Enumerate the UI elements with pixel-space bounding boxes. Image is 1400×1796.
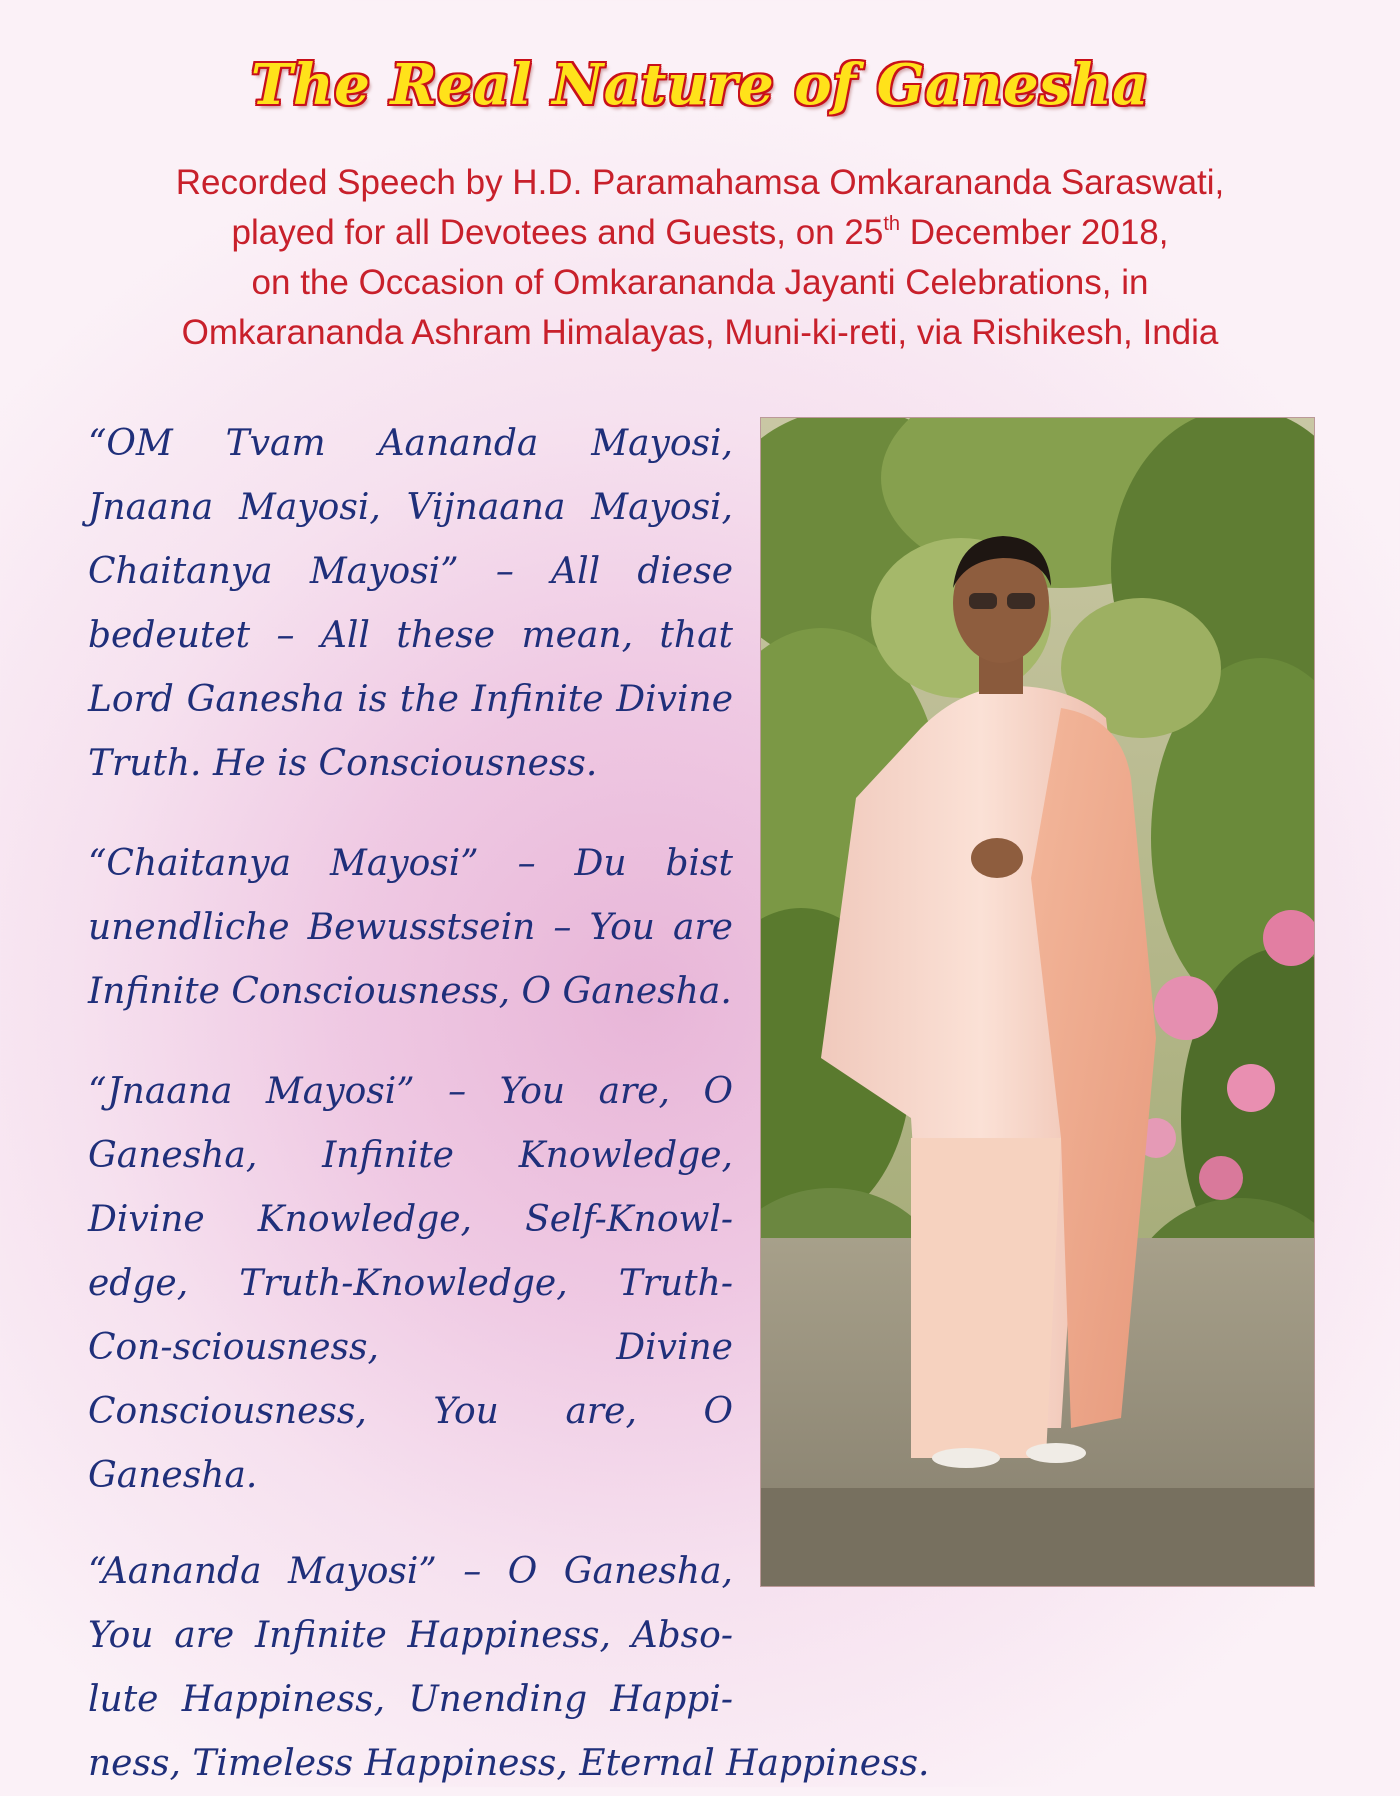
paragraph-chaitanya: “Chaitanya Mayosi” – Du bist unendliche Bewusstsein – You are Infinite Consciousness, O Ganesha. bbox=[88, 843, 733, 1012]
body-text bbox=[88, 412, 733, 1544]
subtitle-line-4: Omkarananda Ashram Himalayas, Muni-ki-reti, via Rishikesh, India bbox=[181, 313, 1219, 352]
subtitle-line-3: on the Occasion of Omkarananda Jayanti Celebrations, in bbox=[251, 263, 1149, 302]
subtitle-line-2-start: played for all Devotees and Guests, on 25 bbox=[231, 213, 884, 252]
subtitle-line-2-end: December 2018, bbox=[900, 213, 1169, 252]
paragraph-aananda-row-4: ness, Timeless Happiness, Eternal Happiness. bbox=[88, 1743, 930, 1784]
stone-step bbox=[761, 1488, 1314, 1586]
paragraph-jnaana: “Jnaana Mayosi” – You are, O Ganesha, Infinite Knowledge, Divine Knowledge, Self-Knowl-edge, Truth-Knowledge, Truth-Con-sciousness, Divine Consciousness, You are, O Ganesha. bbox=[88, 1071, 733, 1496]
subtitle-line-2 bbox=[40, 208, 1360, 258]
paragraph-om-tvam: “OM Tvam Aananda Mayosi, Jnaana Mayosi, Vijnaana Mayosi, Chaitanya Mayosi” – All diese bedeutet – All these mean, that Lord Ganesha is the Infinite Divine Truth. He is Consciousness. bbox=[88, 423, 733, 784]
page-title: The Real Nature of Ganesha bbox=[250, 52, 1150, 118]
subtitle-ordinal-suffix: th bbox=[883, 213, 900, 235]
paragraph-aananda-row-3: lute Happiness, Unending Happi- bbox=[88, 1679, 733, 1720]
portrait-photo bbox=[760, 417, 1315, 1587]
paragraph-aananda-row-1: “Aananda Mayosi” – O Ganesha, bbox=[88, 1551, 733, 1592]
subtitle-line-1: Recorded Speech by H.D. Paramahamsa Omkarananda Saraswati, bbox=[175, 163, 1225, 202]
subtitle bbox=[40, 158, 1360, 358]
portrait-illustration bbox=[761, 418, 1314, 1586]
paragraph-aananda-row-2: You are Infinite Happiness, Abso- bbox=[88, 1615, 733, 1656]
